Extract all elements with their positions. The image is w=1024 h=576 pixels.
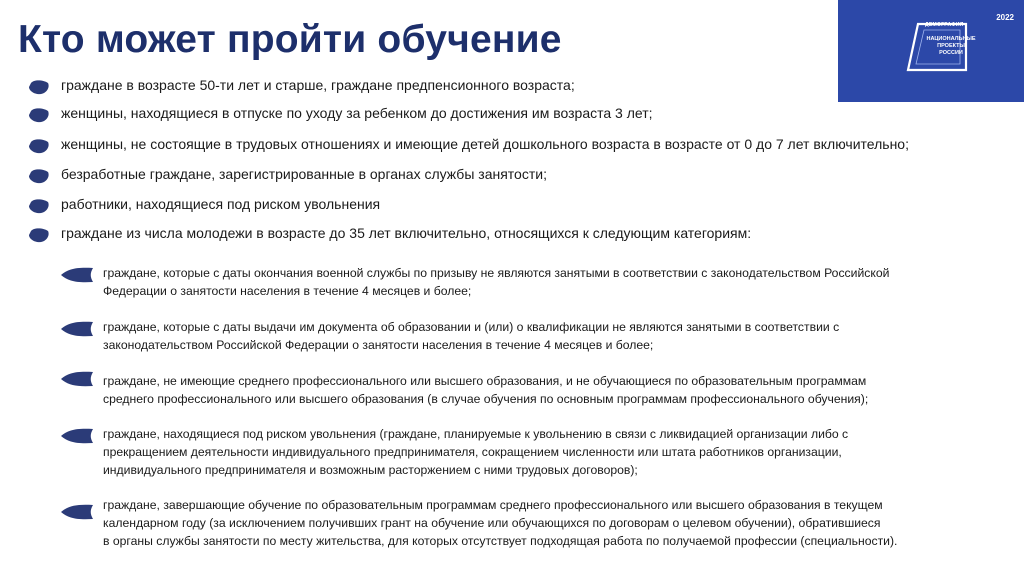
sub-list-line: среднего профессионального или высшего образования (в случае обучения по основным программам профессионального обучения); xyxy=(103,392,869,406)
arrow-bullet-icon xyxy=(60,428,94,444)
main-list-text: безработные граждане, зарегистрированные в органах службы занятости; xyxy=(61,166,547,182)
sub-list-line: граждане, находящиеся под риском увольнения (граждане, планируемые к увольнению в связи с ликвидацией организации либо с xyxy=(103,427,849,441)
arrow-bullet-icon xyxy=(60,371,94,387)
blob-bullet-icon xyxy=(28,198,50,214)
sub-list-text xyxy=(103,318,1003,354)
sub-list-line: календарном году (за исключением получивших грант на обучение или обучающихся по договорам о целевом обучении), обратившиеся xyxy=(103,516,881,530)
main-list-text: женщины, не состоящие в трудовых отношениях и имеющие детей дошкольного возраста в возрасте от 0 до 7 лет включительно; xyxy=(61,136,909,152)
sub-list-line: граждане, завершающие обучение по образовательным программам среднего профессионального или высшего образования в текущем xyxy=(103,498,883,512)
blob-bullet-icon xyxy=(28,79,50,95)
sub-list-line: законодательством Российской Федерации о занятости населения в течение 4 месяцев и более; xyxy=(103,338,654,352)
sub-list-line: Федерации о занятости населения в течение 4 месяцев и более; xyxy=(103,284,472,298)
arrow-bullet-icon xyxy=(60,504,94,520)
blob-bullet-icon xyxy=(28,107,50,123)
sub-list-line: в органы службы занятости по месту жительства, для которых отсутствует подходящая работа по получаемой профессии (специальности). xyxy=(103,534,898,548)
logo-year: 2022 xyxy=(996,13,1014,22)
sub-list-line: индивидуального предпринимателя и возможным расторжением с ними трудовых договоров); xyxy=(103,463,638,477)
main-list-text: женщины, находящиеся в отпуске по уходу за ребенком до достижения им возраста 3 лет; xyxy=(61,105,653,121)
logo-line: РОССИИ xyxy=(939,50,963,56)
main-list-item xyxy=(0,133,1024,159)
sub-list-line: граждане, не имеющие среднего профессионального или высшего образования, и не обучающиеся по образовательным программам xyxy=(103,374,867,388)
main-list-text: граждане в возрасте 50-ти лет и старше, граждане предпенсионного возраста; xyxy=(61,77,575,93)
arrow-bullet-icon xyxy=(60,321,94,337)
blob-bullet-icon xyxy=(28,138,50,154)
main-list-item xyxy=(0,102,1024,128)
main-list-item xyxy=(0,163,1024,189)
arrow-bullet-icon xyxy=(60,267,94,283)
main-list-item xyxy=(0,74,1024,100)
sub-list-text xyxy=(103,425,1003,479)
sub-list-text xyxy=(103,372,1003,408)
blob-bullet-icon xyxy=(28,227,50,243)
main-list-item xyxy=(0,193,1024,219)
logo-line: ПРОЕКТЫ xyxy=(937,43,965,49)
sub-list-line: прекращением деятельности индивидуального предпринимателя, сокращением численности или штата работников организации, xyxy=(103,445,842,459)
main-list-item xyxy=(0,222,1024,248)
blob-bullet-icon xyxy=(28,168,50,184)
logo-line: НАЦИОНАЛЬНЫЕ xyxy=(926,36,976,42)
sub-list-line: граждане, которые с даты выдачи им документа об образовании и (или) о квалификации не являются занятыми в соответствии с xyxy=(103,320,840,334)
page-title: Кто может пройти обучение xyxy=(18,18,562,61)
main-list-text: граждане из числа молодежи в возрасте до 35 лет включительно, относящихся к следующим категориям: xyxy=(61,225,752,241)
logo-text xyxy=(924,36,978,57)
sub-list-line: граждане, которые с даты окончания военной службы по призыву не являются занятыми в соответствии с законодательством Российской xyxy=(103,266,890,280)
sub-list-text xyxy=(103,264,1003,300)
sub-list-text xyxy=(103,496,1003,550)
logo-demography: ДЕМОГРАФИЯ xyxy=(925,22,964,28)
main-list-text: работники, находящиеся под риском увольнения xyxy=(61,196,381,212)
